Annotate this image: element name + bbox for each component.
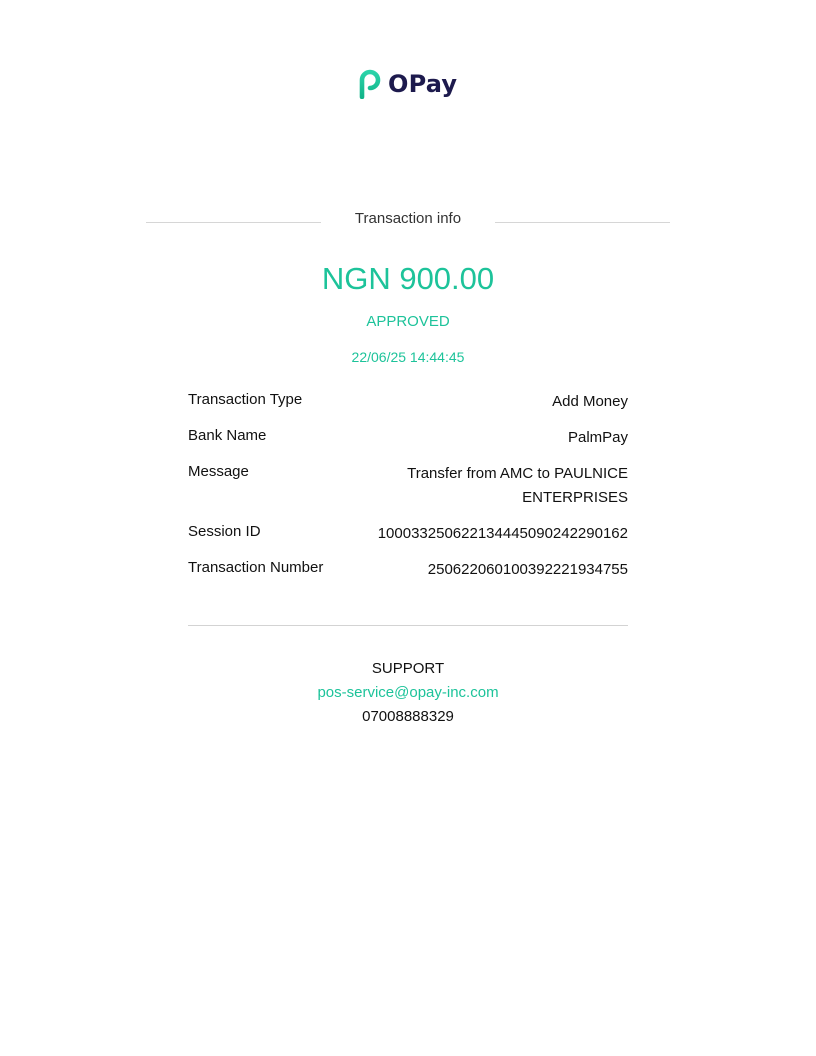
- detail-label: Session ID: [188, 523, 261, 540]
- support-section: [0, 657, 816, 729]
- transaction-status: APPROVED: [366, 313, 450, 330]
- detail-label: Transaction Number: [188, 559, 324, 576]
- detail-label: Bank Name: [188, 427, 267, 444]
- support-email-link[interactable]: pos-service@opay-inc.com: [317, 684, 499, 701]
- transaction-details: [188, 390, 628, 594]
- transaction-datetime: 22/06/25 14:44:45: [351, 349, 465, 365]
- detail-value: Transfer from AMC to PAULNICE ENTERPRISES: [407, 465, 628, 506]
- section-title: Transaction info: [354, 210, 462, 227]
- detail-value: Add Money: [552, 393, 628, 410]
- section-rule-right: [495, 222, 670, 223]
- detail-row-transaction-number: [188, 558, 628, 594]
- detail-row-message: [188, 462, 628, 522]
- detail-value: 250622060100392221934755: [427, 561, 628, 578]
- brand-name: OPay: [388, 70, 458, 98]
- detail-label: Message: [188, 463, 249, 480]
- brand-logo: [358, 68, 457, 100]
- detail-label: Transaction Type: [188, 391, 303, 408]
- detail-row-transaction-type: [188, 390, 628, 426]
- divider: [188, 625, 628, 626]
- detail-row-bank-name: [188, 426, 628, 462]
- support-phone: 07008888329: [362, 708, 454, 725]
- section-header: [146, 208, 670, 232]
- support-heading: SUPPORT: [371, 660, 445, 677]
- transaction-amount: NGN 900.00: [321, 261, 495, 296]
- opay-p-mark-icon: [358, 69, 382, 99]
- detail-row-session-id: [188, 522, 628, 558]
- detail-value: 100033250622134445090242290162: [377, 525, 628, 542]
- detail-value: PalmPay: [567, 429, 628, 446]
